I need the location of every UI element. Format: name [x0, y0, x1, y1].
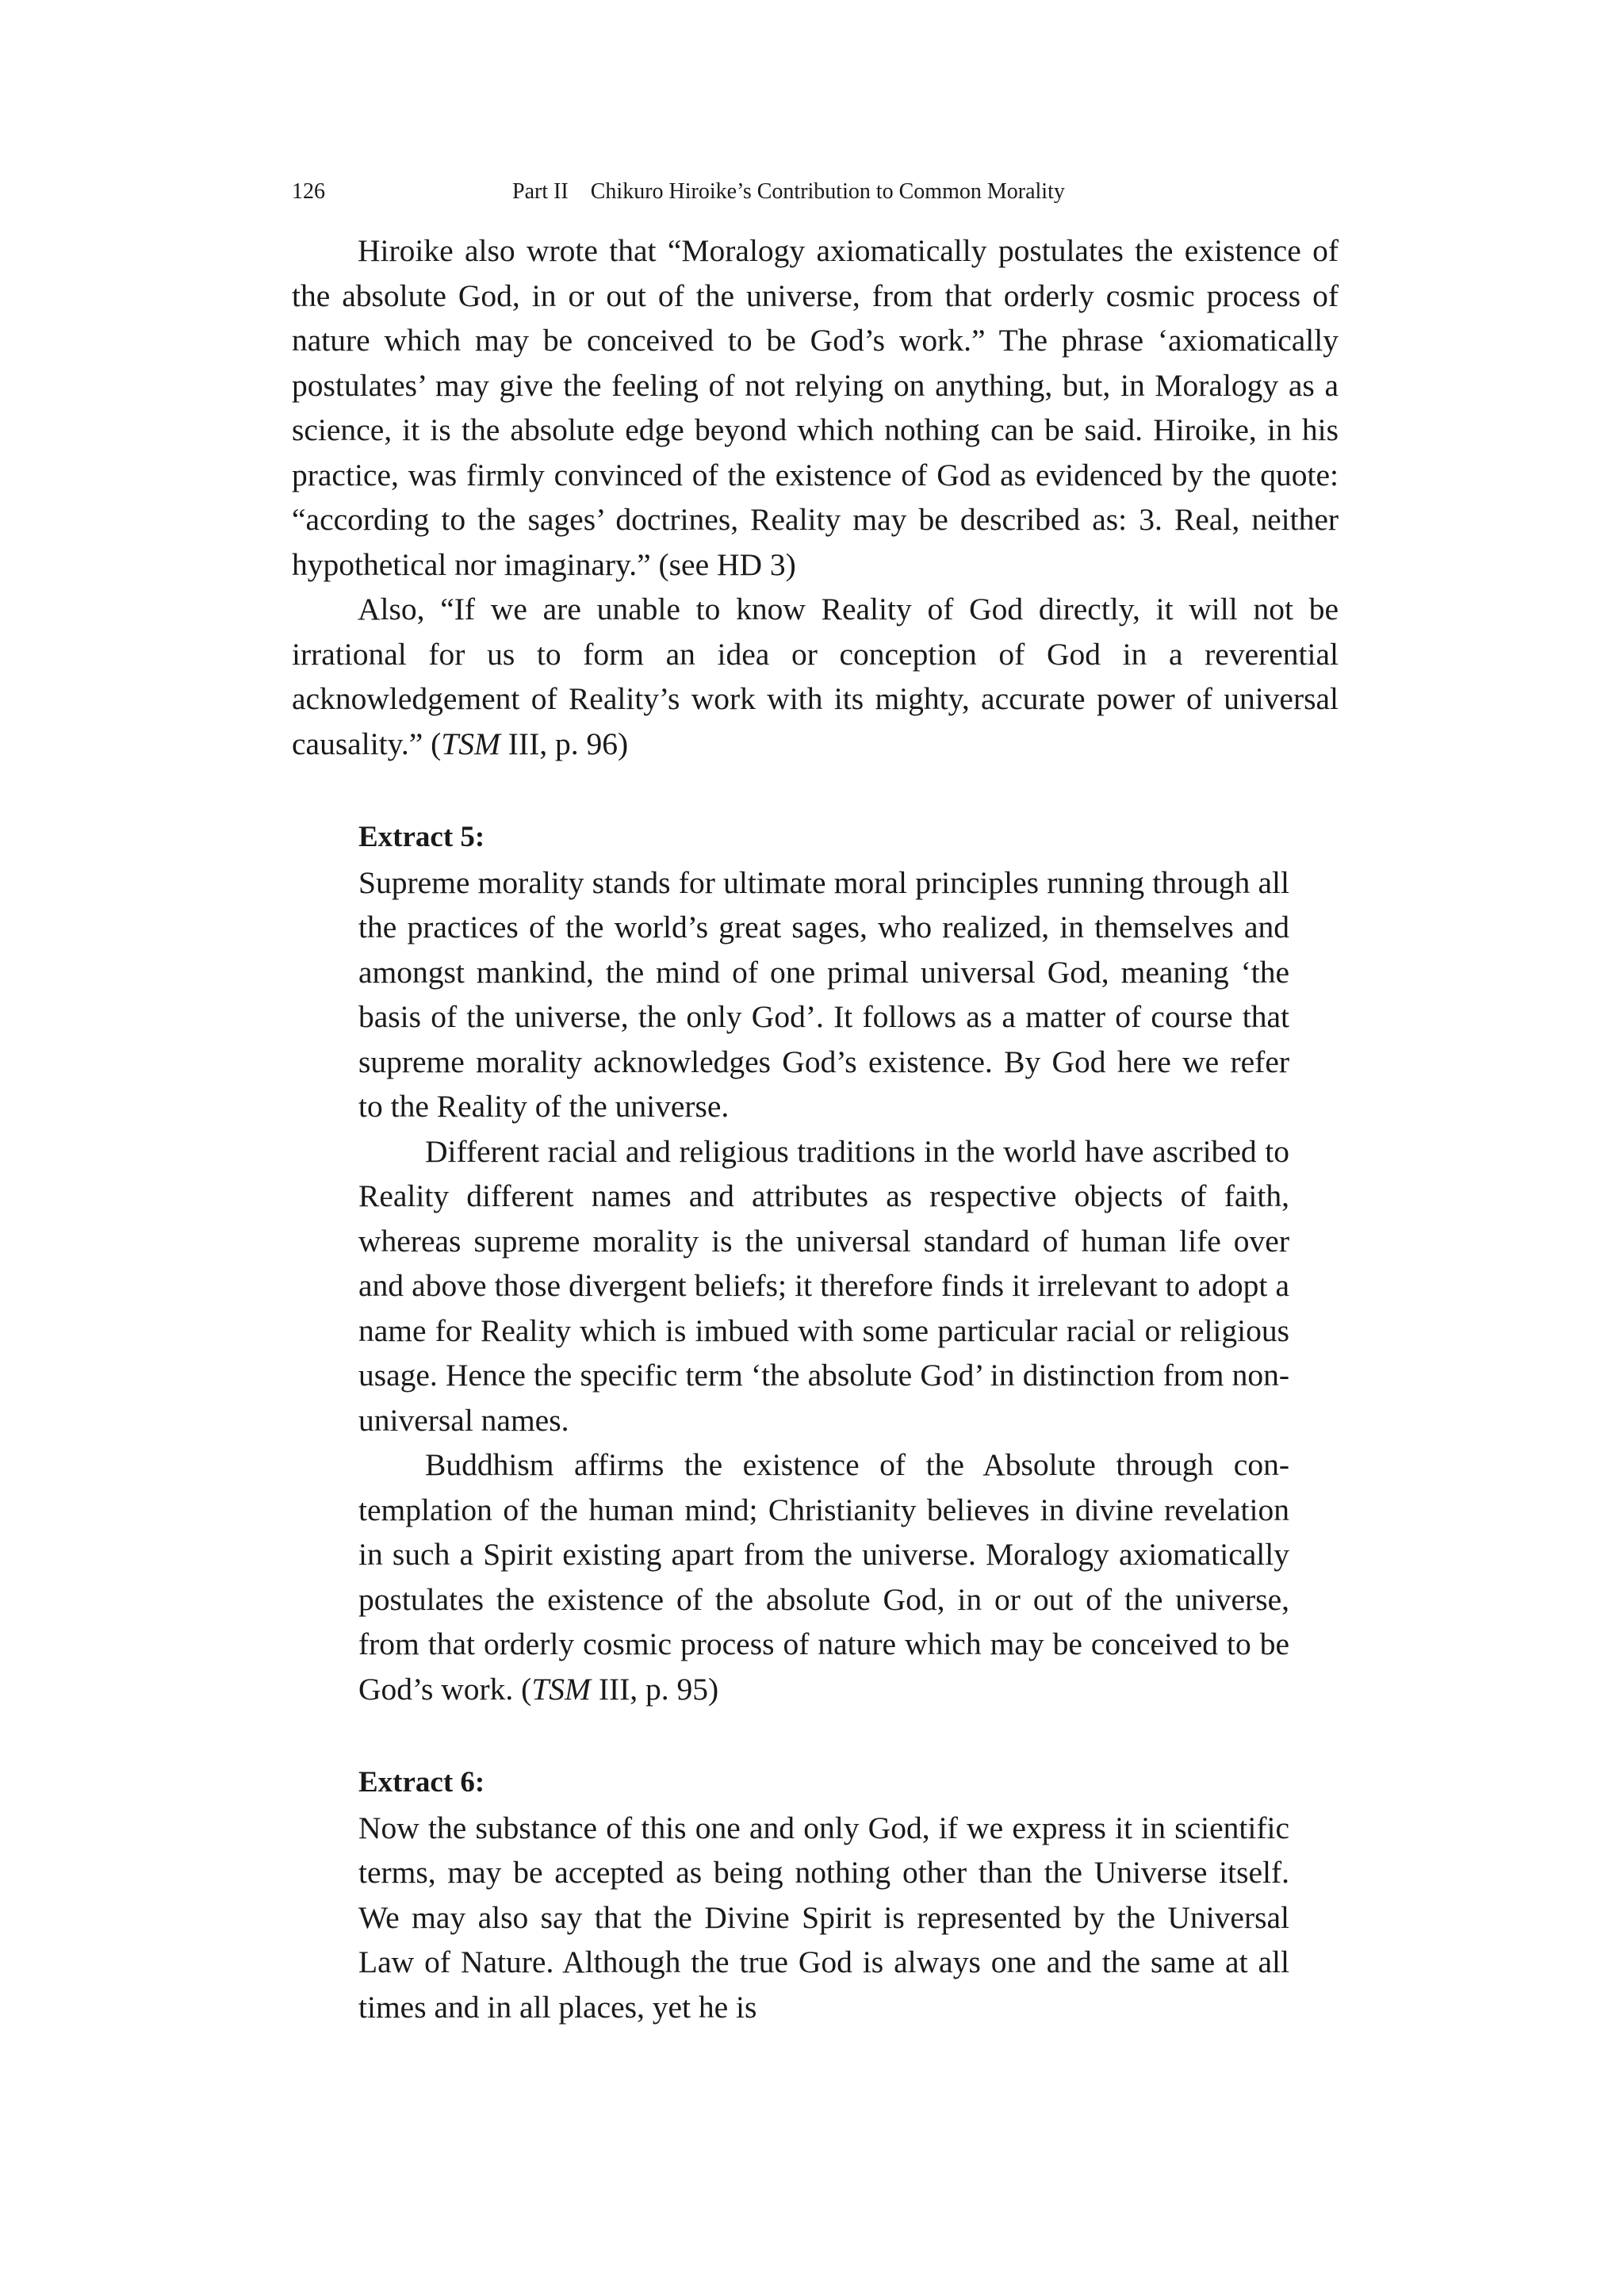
running-title: Part II Chikuro Hiroike’s Contribution to Common Morality: [512, 179, 1065, 204]
extract-paragraph: Different racial and religious traditions in the world have ascribed to Reality different names and attributes as respective objects of faith, whereas supreme morality is the universal standard of human life over and above those divergent beliefs; it therefore finds it irrelevant to adopt a name for Reality which is imbued with some particular racial or religious usage. Hence the specific term ‘the absolute God’ in distinction from non-universal names.: [358, 1133, 1289, 1438]
extract-paragraph: Now the substance of this one and only God, if we express it in scientific terms, may be accepted as being nothing other than the Universe itself. We may also say that the Divine Spirit is represented by the Universal Law of Nature. Although the true God is always one and the same at all times and in all places, yet he is: [358, 1810, 1289, 2025]
extract-paragraph: [358, 1443, 1289, 1711]
extract-heading: Extract 6:: [358, 1766, 485, 1799]
citation-title: TSM: [441, 726, 500, 761]
body-paragraph-2: [292, 587, 1339, 766]
citation-title: TSM: [531, 1671, 591, 1707]
body-paragraph-1: Hiroike also wrote that “Moralogy axiomatically postulates the existence of the absolute God, in or out of the universe, from that orderly cosmic process of nature which may be conceived to be God’s work.” The phrase ‘axiomatically postulates’ may give the feeling of not relying on anything, but, in Moralogy as a science, it is the absolute edge beyond which nothing can be said. Hiroike, in his practice, was firmly convinced of the existence of God as evidenced by the quote: “according to the sages’ doctrines, Reality may be described as: 3. Real, neither hypothetical nor imaginary.” (see HD 3): [292, 233, 1339, 582]
citation-rest: III, p. 96): [500, 726, 629, 761]
extract-5: [358, 815, 1289, 1711]
extract-heading: Extract 5:: [358, 821, 485, 853]
page-number: 126: [292, 179, 325, 204]
extract-6: [358, 1761, 1289, 2029]
citation-rest: III, p. 95): [590, 1671, 719, 1707]
main-text: [292, 228, 1339, 2029]
extract-paragraph: Supreme morality stands for ultimate moral principles running through all the practices of the world’s great sages, who realized, in themselves and amongst mankind, the mind of one primal universal God, meaning ‘the basis of the universe, the only God’. It follows as a matter of course that supreme morality acknowledges God’s existence. By God here we refer to the Reality of the universe.: [358, 864, 1289, 1124]
extract-paragraph-text: Buddhism affirms the existence of the Absolute through contemplation of the human mind; Christianity believes in divine revelation in such a Spirit existing apart from the universe. Moralogy axiomatically postulates the existence of the absolute God, in or out of the universe, from that orderly cosmic process of nature which may be conceived to be God’s work. (: [358, 1447, 1289, 1707]
running-head: [292, 176, 1339, 208]
body-paragraph-2-text: Also, “If we are unable to know Reality of God directly, it will not be irrational for us to form an idea or conception of God in a reverential acknowledgement of Reality’s work with its mighty, accurate power of universal causality.” (: [292, 592, 1339, 761]
